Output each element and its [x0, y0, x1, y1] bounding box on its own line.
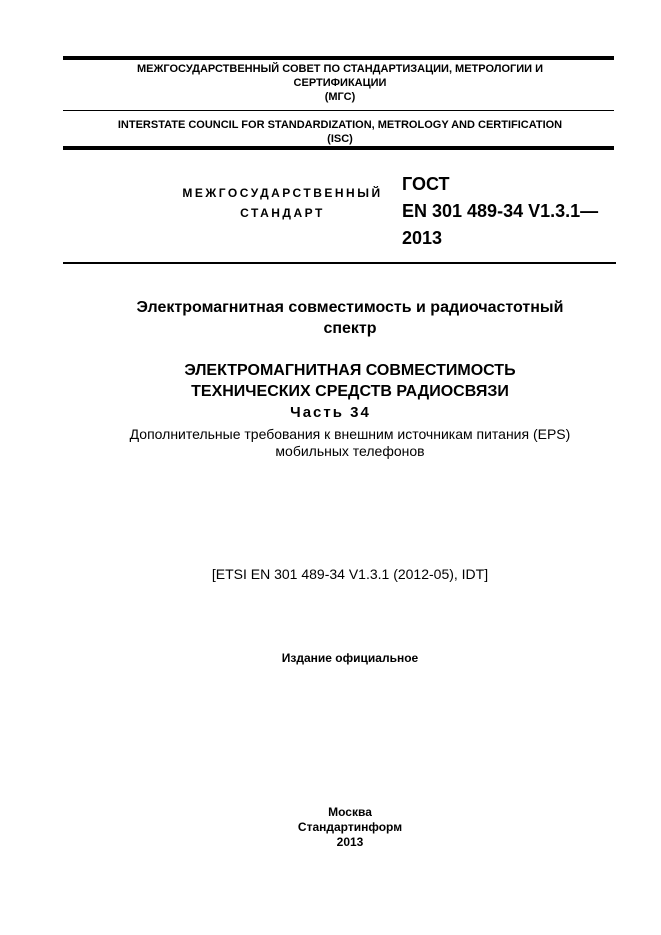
- std-label-line2: СТАНДАРТ: [240, 206, 325, 220]
- publisher-year: 2013: [336, 835, 364, 849]
- top-rule: [63, 56, 614, 60]
- official-edition: Издание официальное: [281, 651, 419, 665]
- gost-designation: [402, 171, 632, 252]
- publisher-name: Стандартинформ: [297, 820, 403, 834]
- subtitle-line1: Дополнительные требования к внешним источникам питания (EPS): [129, 426, 571, 442]
- document-subtitle: [80, 426, 620, 460]
- std-label-line1: МЕЖГОСУДАРСТВЕННЫЙ: [182, 186, 383, 200]
- council-separator: [63, 110, 614, 111]
- publisher-city: Москва: [328, 805, 372, 819]
- title-line1: ЭЛЕКТРОМАГНИТНАЯ СОВМЕСТИМОСТЬ: [184, 362, 516, 379]
- council-ru-abbr: (МГС): [324, 91, 356, 103]
- subject-line1: Электромагнитная совместимость и радиочастотный: [136, 299, 564, 316]
- council-ru-block: [90, 62, 590, 104]
- gost-number-line1: EN 301 489-34 V1.3.1—: [402, 201, 599, 221]
- header-bottom-rule: [63, 262, 616, 264]
- council-ru-line2: СЕРТИФИКАЦИИ: [293, 77, 387, 89]
- interstate-standard-label: [170, 183, 395, 223]
- etsi-reference: [ETSI EN 301 489-34 V1.3.1 (2012-05), IDT]: [211, 566, 489, 582]
- council-en-block: [80, 118, 600, 146]
- council-bottom-rule: [63, 146, 614, 150]
- publisher-block: [200, 805, 500, 850]
- part-number: Часть 34: [290, 404, 371, 421]
- document-title: [100, 360, 600, 402]
- subject-line2: спектр: [323, 320, 377, 337]
- subject-heading: [100, 297, 600, 339]
- gost-number-line2: 2013: [402, 228, 443, 248]
- council-en-abbr: (ISC): [327, 133, 353, 145]
- gost-label: ГОСТ: [402, 174, 450, 194]
- title-line2: ТЕХНИЧЕСКИХ СРЕДСТВ РАДИОСВЯЗИ: [191, 383, 509, 400]
- council-ru-line1: МЕЖГОСУДАРСТВЕННЫЙ СОВЕТ ПО СТАНДАРТИЗАЦИИ, МЕТРОЛОГИИ И: [136, 63, 544, 75]
- subtitle-line2: мобильных телефонов: [275, 443, 425, 459]
- council-en-line1: INTERSTATE COUNCIL FOR STANDARDIZATION, METROLOGY AND CERTIFICATION: [117, 119, 563, 131]
